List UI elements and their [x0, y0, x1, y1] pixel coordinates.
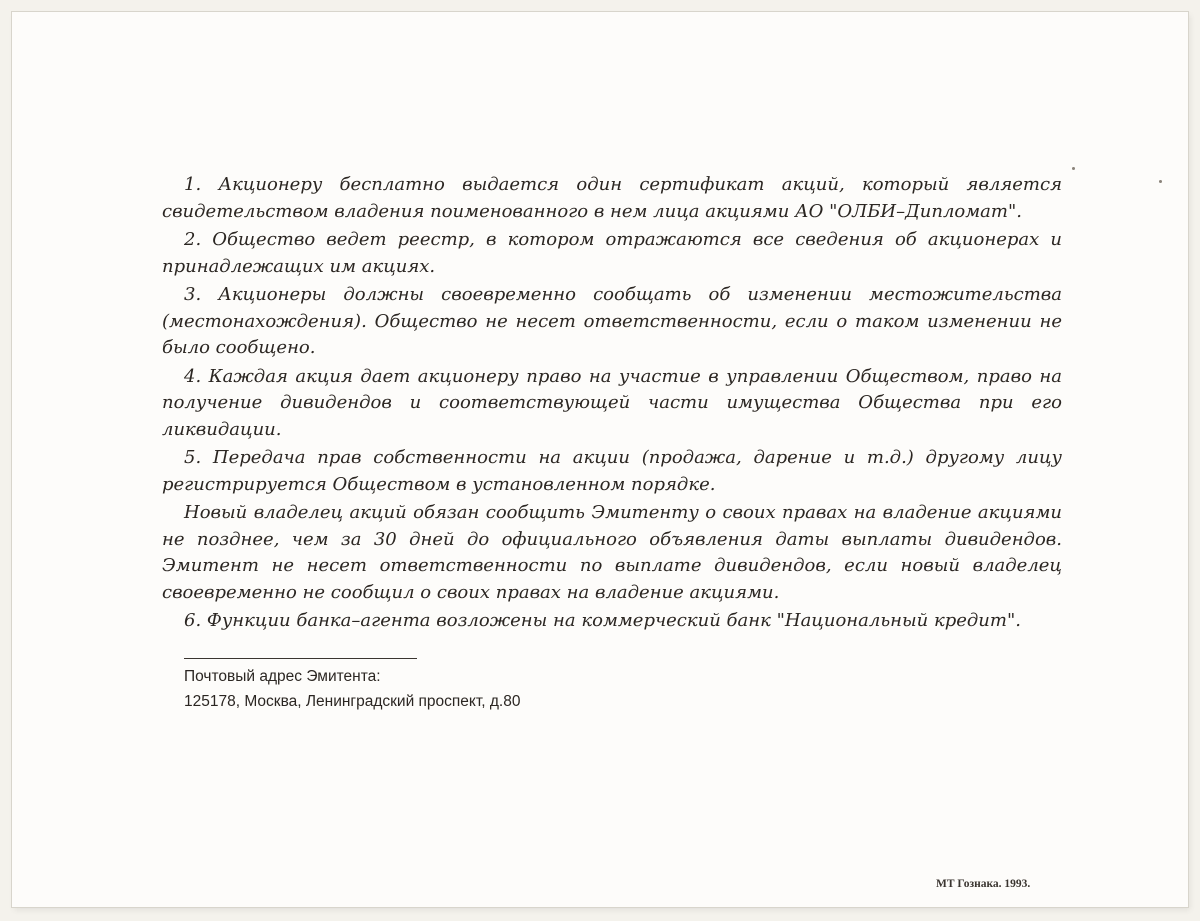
- divider-line: [184, 658, 417, 659]
- paragraph-3: 3. Акционеры должны своевременно сообщать об изменении местожительства (местонахождения). Общество не несет ответственности, если о таком изменении не было сообщено.: [162, 284, 1062, 358]
- address-label: Почтовый адрес Эмитента:: [184, 668, 381, 685]
- paper-speck: [1159, 180, 1162, 183]
- paragraph-4: 4. Каждая акция дает акционеру право на участие в управлении Обществом, право на получение дивидендов и соответствующей части имущества Общества при его ликвидации.: [162, 365, 1062, 440]
- paragraph-5: 5. Передача прав собственности на акции (продажа, дарение и т.д.) другому лицу регистрируется Обществом в установленном порядке.: [162, 447, 1062, 495]
- terms-text: [162, 172, 1062, 637]
- paragraph-1: 1. Акционеру бесплатно выдается один сертификат акций, который является свидетельством владения поименованного в нем лица акциями АО "ОЛБИ–Дипломат".: [162, 174, 1062, 222]
- address-value: 125178, Москва, Ленинградский проспект, д.80: [184, 693, 521, 710]
- paragraph-5-note: Новый владелец акций обязан сообщить Эмитенту о своих правах на владение акциями не позднее, чем за 30 дней до официального объявления даты выплаты дивидендов. Эмитент не несет ответственности по выплате дивидендов, если новый владелец своевременно не сообщил о своих правах на владение акциями.: [162, 502, 1062, 603]
- paragraph-6: 6. Функции банка–агента возложены на коммерческий банк "Национальный кредит".: [184, 610, 1021, 631]
- issuer-address: [184, 664, 520, 714]
- certificate-back-sheet: [12, 12, 1188, 907]
- printer-imprint: МТ Гознака. 1993.: [936, 878, 1031, 890]
- paper-speck: [1072, 167, 1075, 170]
- paragraph-2: 2. Общество ведет реестр, в котором отражаются все сведения об акционерах и принадлежащих им акциях.: [162, 229, 1062, 277]
